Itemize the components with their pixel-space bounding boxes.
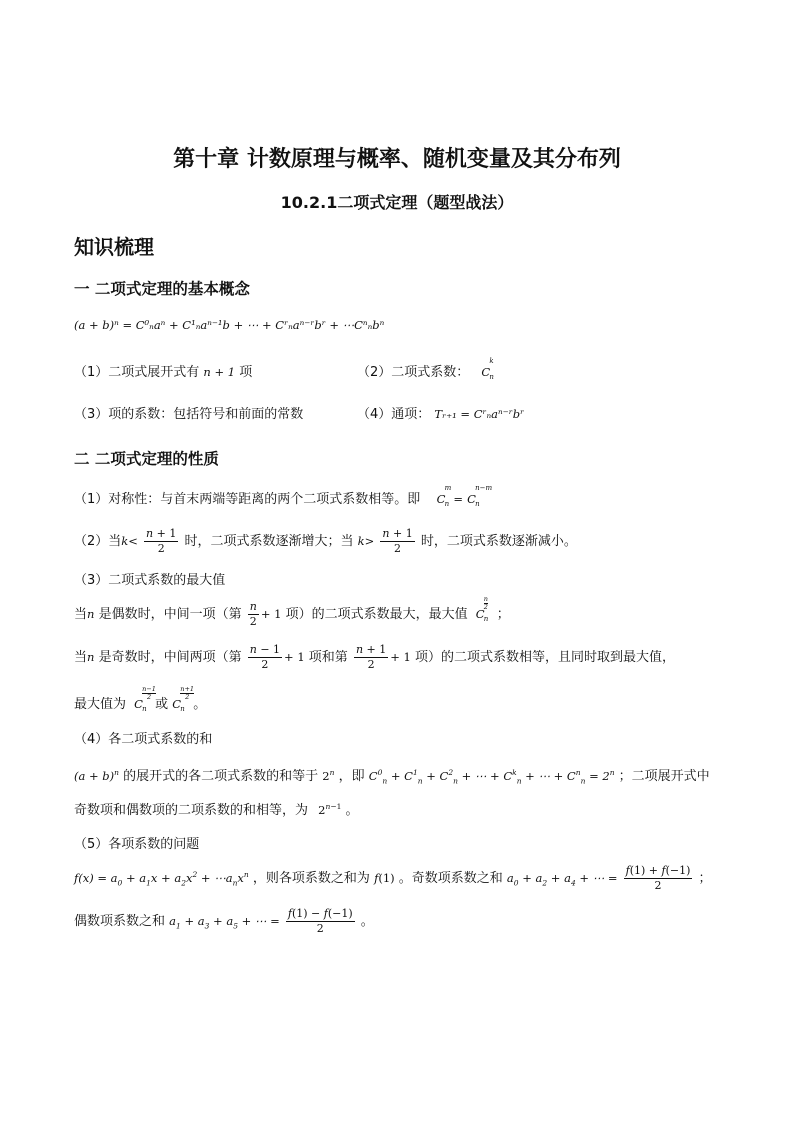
coef-line: $f(x) = a_0 + a_1x + a_2x^2$ + $\cdots a_nx^n$ ，则各项系数之和为 f(1) 。奇数项系数之和 $a_0 + a_2 + a_4$ + ⋯ = $\frac{f(1) + f(-1)}{2}$ ； <box>74 864 712 892</box>
section2-title: 二 二项式定理的性质 <box>74 450 219 468</box>
parity-sum-line: 奇数项和偶数项的二项系数的和相等，为 $2^{n-1}$ 。 <box>74 802 359 818</box>
sum-heading: （4）各二项式系数的和 <box>74 732 213 747</box>
item2-line: （2）二项式系数： C k n <box>357 357 494 381</box>
symmetry-line: （1）对称性：与首末两端等距离的两个二项式系数相等。即 C m n = C n−m n <box>74 484 493 508</box>
section-subtitle: 10.2.1二项式定理（题型战法） <box>280 193 514 212</box>
even-case-line: 当n 是偶数时，中间一项（第 $\frac{n}{2}$ + 1 项）的二项式系数最大，最大值 C n 2 n ； <box>74 595 510 628</box>
even-coef-line: 偶数项系数之和 $a_1 + a_3 + a_5$ + ⋯ = $\frac{f(1) - f(-1)}{2}$ 。 <box>74 907 374 935</box>
max-heading: （3）二项式系数的最大值 <box>74 573 226 588</box>
item3-line: （3）项的系数：包括符号和前面的常数 <box>74 407 304 422</box>
sum-line: $(a + b)^n$ 的展开式的各二项式系数的和等于 2$^n$ ，即 $C^0_n + C^1_n + C^2_n$ + ⋯ + $C^k_n$ + ⋯ + $C^n_n = 2^n$ ；二项展开式中 <box>74 768 710 786</box>
monotonic-line: （2）当k< $\frac{n + 1}{2}$ 时，二项式系数逐渐增大；当 k> $\frac{n + 1}{2}$ 时，二项式系数逐渐减小。 <box>74 527 577 555</box>
knowledge-heading: 知识梳理 <box>74 235 154 259</box>
coef-heading: （5）各项系数的问题 <box>74 837 200 852</box>
odd-max-line: 最大值为 C n−1 2 n 或 C n+1 2 n 。 <box>74 685 207 713</box>
chapter-title: 第十章 计数原理与概率、随机变量及其分布列 <box>173 147 621 172</box>
item1-line: （1）二项式展开式有 n + 1 项 <box>74 365 253 380</box>
section1-title: 一 二项式定理的基本概念 <box>74 280 250 298</box>
binomial-theorem-formula: (a + b)ⁿ = C⁰ₙaⁿ + C¹ₙaⁿ⁻¹b + ⋯ + Cʳₙaⁿ⁻ʳbʳ + ⋯Cⁿₙbⁿ <box>74 318 385 332</box>
odd-case-line: 当n 是奇数时，中间两项（第 $\frac{n - 1}{2}$ + 1 项和第 $\frac{n + 1}{2}$ + 1 项）的二项式系数相等，且同时取到最大值， <box>74 643 676 671</box>
item4-line: （4）通项： Tᵣ₊₁ = Cʳₙaⁿ⁻ʳbʳ <box>357 407 525 422</box>
